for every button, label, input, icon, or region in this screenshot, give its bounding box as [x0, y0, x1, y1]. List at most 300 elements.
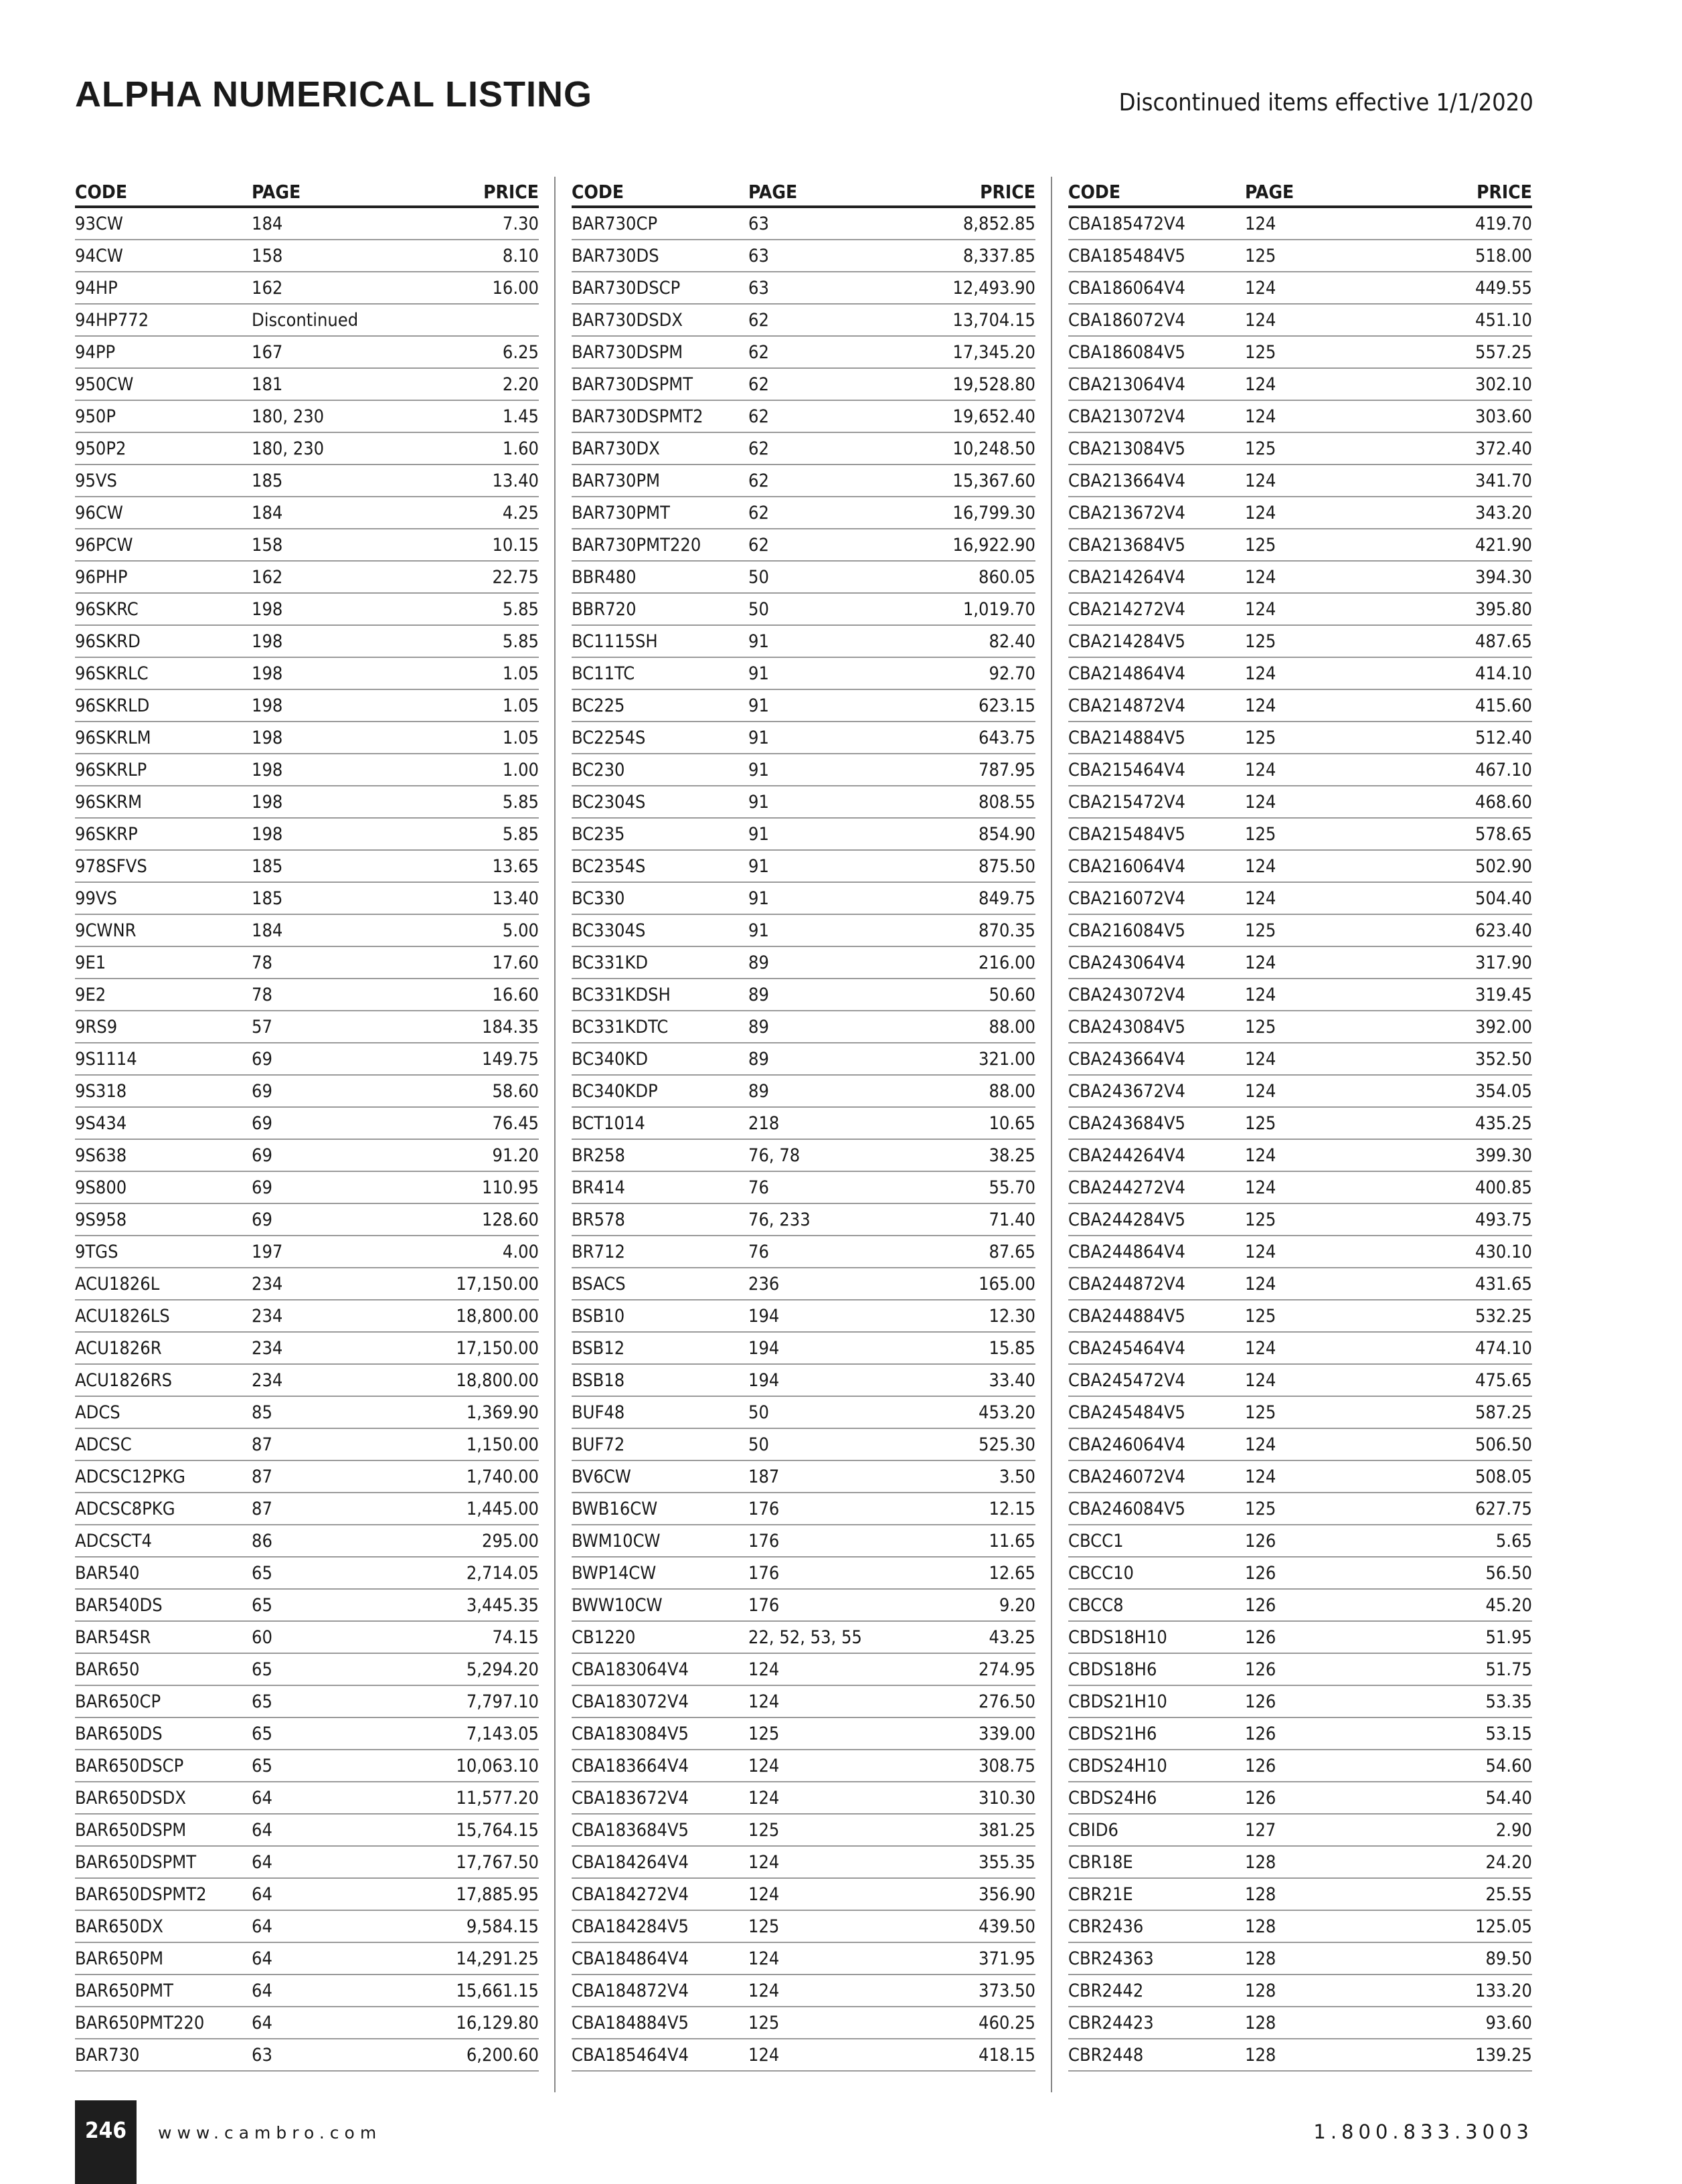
table-row — [572, 1461, 1035, 1493]
price: 82.40 — [989, 631, 1035, 652]
table-row — [75, 626, 539, 658]
table-row — [1068, 1879, 1532, 1911]
page-ref: 57 — [252, 1016, 272, 1037]
item-code: CBA183072V4 — [572, 1691, 689, 1712]
item-code: BAR730 — [75, 2044, 140, 2066]
page-ref: 125 — [1245, 438, 1276, 459]
price: 274.95 — [979, 1659, 1035, 1680]
price: 16,129.80 — [456, 2012, 539, 2033]
item-code: ADCSCT4 — [75, 1530, 152, 1551]
table-row — [75, 1365, 539, 1397]
item-code: CB1220 — [572, 1626, 636, 1648]
page-ref: 176 — [748, 1530, 780, 1551]
table-row — [75, 1043, 539, 1076]
table-row — [572, 337, 1035, 369]
item-code: CBA243064V4 — [1068, 952, 1186, 973]
price: 17.60 — [492, 952, 539, 973]
item-code: BCT1014 — [572, 1112, 645, 1134]
table-row — [572, 497, 1035, 529]
page-ref: 126 — [1245, 1691, 1276, 1712]
page-ref: 69 — [252, 1209, 272, 1230]
price: 5.65 — [1495, 1530, 1532, 1551]
table-row — [75, 1461, 539, 1493]
item-code: BAR730PM — [572, 470, 661, 491]
price: 354.05 — [1475, 1080, 1532, 1102]
price: 88.00 — [989, 1016, 1035, 1037]
page-ref: 65 — [252, 1659, 272, 1680]
price: 319.45 — [1475, 984, 1532, 1005]
price: 5.85 — [502, 791, 539, 813]
item-code: BC331KDTC — [572, 1016, 669, 1037]
table-row — [75, 465, 539, 497]
table-row — [75, 529, 539, 562]
page-ref: 64 — [252, 1980, 272, 2001]
price: 1.05 — [502, 727, 539, 748]
item-code: CBA185472V4 — [1068, 213, 1186, 234]
price: 15.85 — [989, 1337, 1035, 1359]
item-code: CBA213084V5 — [1068, 438, 1186, 459]
table-row — [572, 754, 1035, 786]
table-row — [572, 722, 1035, 754]
price: 17,345.20 — [952, 341, 1035, 363]
price: 91.20 — [492, 1145, 539, 1166]
page-ref: 124 — [748, 1659, 780, 1680]
item-code: CBID6 — [1068, 1819, 1118, 1841]
item-code: CBA214284V5 — [1068, 631, 1186, 652]
page-ref: 124 — [1245, 309, 1276, 331]
price: 439.50 — [979, 1916, 1035, 1937]
page-ref: 184 — [252, 920, 283, 941]
table-row — [75, 369, 539, 401]
price: 16,799.30 — [952, 502, 1035, 523]
price: 76.45 — [492, 1112, 539, 1134]
price: 18,800.00 — [456, 1305, 539, 1327]
price: 1,150.00 — [466, 1434, 539, 1455]
item-code: CBR2442 — [1068, 1980, 1144, 2001]
page-ref: 125 — [1245, 245, 1276, 266]
price: 15,367.60 — [952, 470, 1035, 491]
table-row — [75, 1493, 539, 1525]
item-code: BUF72 — [572, 1434, 625, 1455]
table-row — [1068, 658, 1532, 690]
price: 7,143.05 — [466, 1723, 539, 1744]
table-row — [75, 819, 539, 851]
price: 8.10 — [502, 245, 539, 266]
table-row — [572, 915, 1035, 947]
page-ref: 89 — [748, 1016, 769, 1037]
page-ref: 125 — [1245, 631, 1276, 652]
item-code: CBR2436 — [1068, 1916, 1144, 1937]
price: 2.90 — [1495, 1819, 1532, 1841]
price: 11.65 — [989, 1530, 1035, 1551]
table-row — [572, 1429, 1035, 1461]
table-row — [1068, 1750, 1532, 1782]
price: 16.60 — [492, 984, 539, 1005]
page-ref: 125 — [1245, 920, 1276, 941]
table-row — [1068, 529, 1532, 562]
table-row — [572, 1750, 1035, 1782]
price: 341.70 — [1475, 470, 1532, 491]
price: 860.05 — [979, 566, 1035, 588]
table-row — [1068, 1975, 1532, 2007]
page-ref: 60 — [252, 1626, 272, 1648]
item-code: CBA244872V4 — [1068, 1273, 1186, 1294]
header-code: CODE — [1068, 181, 1121, 203]
item-code: BC2304S — [572, 791, 646, 813]
item-code: 96CW — [75, 502, 123, 523]
item-code: CBCC1 — [1068, 1530, 1124, 1551]
item-code: BAR650DSPMT2 — [75, 1883, 207, 1905]
table-row — [572, 369, 1035, 401]
item-code: BWW10CW — [572, 1594, 663, 1616]
price: 1,369.90 — [466, 1402, 539, 1423]
item-code: BAR650 — [75, 1659, 140, 1680]
table-row — [572, 1236, 1035, 1268]
item-code: BAR650DSDX — [75, 1787, 186, 1809]
item-code: 978SFVS — [75, 855, 147, 877]
table-row — [1068, 594, 1532, 626]
page-ref: 234 — [252, 1273, 283, 1294]
page-ref: 125 — [1245, 341, 1276, 363]
item-code: BC11TC — [572, 663, 635, 684]
item-code: 96SKRP — [75, 823, 138, 845]
item-code: CBA244264V4 — [1068, 1145, 1186, 1166]
table-row — [572, 1943, 1035, 1975]
price: 2.20 — [502, 373, 539, 395]
item-code: BC340KDP — [572, 1080, 658, 1102]
item-code: BAR730DSDX — [572, 309, 683, 331]
page-ref: 62 — [748, 341, 769, 363]
item-code: BR578 — [572, 1209, 625, 1230]
item-code: BUF48 — [572, 1402, 625, 1423]
price: 400.85 — [1475, 1177, 1532, 1198]
price: 71.40 — [989, 1209, 1035, 1230]
page-ref: 64 — [252, 1948, 272, 1969]
item-code: BAR650DSPM — [75, 1819, 187, 1841]
header-price: PRICE — [1477, 181, 1532, 203]
page-ref: 184 — [252, 502, 283, 523]
page-ref: 91 — [748, 855, 769, 877]
price: 53.35 — [1485, 1691, 1532, 1712]
page-ref: 64 — [252, 1883, 272, 1905]
table-row — [75, 1750, 539, 1782]
item-code: CBA214272V4 — [1068, 598, 1186, 620]
table-row — [1068, 1943, 1532, 1975]
price: 17,885.95 — [456, 1883, 539, 1905]
item-code: BWM10CW — [572, 1530, 661, 1551]
table-row — [75, 1879, 539, 1911]
item-code: BAR730DX — [572, 438, 660, 459]
item-code: CBA243084V5 — [1068, 1016, 1186, 1037]
price: 93.60 — [1485, 2012, 1532, 2033]
item-code: 950P2 — [75, 438, 127, 459]
price: 502.90 — [1475, 855, 1532, 877]
price: 12.30 — [989, 1305, 1035, 1327]
page-ref: 62 — [748, 470, 769, 491]
table-row — [572, 1043, 1035, 1076]
item-code: 96PCW — [75, 534, 133, 556]
page-ref: 125 — [1245, 1305, 1276, 1327]
price: 13.40 — [492, 470, 539, 491]
table-row — [1068, 883, 1532, 915]
page-ref: 124 — [1245, 1369, 1276, 1391]
item-code: CBA214872V4 — [1068, 695, 1186, 716]
item-code: ACU1826R — [75, 1337, 162, 1359]
price: 4.25 — [502, 502, 539, 523]
item-code: BR414 — [572, 1177, 625, 1198]
table-row — [572, 1011, 1035, 1043]
item-code: 96SKRLM — [75, 727, 151, 748]
price: 512.40 — [1475, 727, 1532, 748]
table-row — [572, 1815, 1035, 1847]
table-row — [75, 883, 539, 915]
item-code: CBR2448 — [1068, 2044, 1144, 2066]
header-code: CODE — [75, 181, 128, 203]
item-code: BR258 — [572, 1145, 625, 1166]
table-row — [572, 433, 1035, 465]
price: 854.90 — [979, 823, 1035, 845]
item-code: CBA214864V4 — [1068, 663, 1186, 684]
page-ref: 162 — [252, 277, 283, 299]
item-code: 950P — [75, 406, 116, 427]
table-row — [572, 1108, 1035, 1140]
page-ref: 184 — [252, 213, 283, 234]
page-ref: 234 — [252, 1337, 283, 1359]
page-ref: 126 — [1245, 1530, 1276, 1551]
table-row — [75, 433, 539, 465]
item-code: 96SKRLC — [75, 663, 149, 684]
table-row — [75, 1815, 539, 1847]
page-ref: 50 — [748, 1402, 769, 1423]
price: 415.60 — [1475, 695, 1532, 716]
item-code: BAR540DS — [75, 1594, 163, 1616]
item-code: 94HP — [75, 277, 118, 299]
page-ref: 63 — [252, 2044, 272, 2066]
item-code: CBA183684V5 — [572, 1819, 689, 1841]
table-row — [1068, 1461, 1532, 1493]
page-ref: 91 — [748, 695, 769, 716]
listing-column-3 — [1068, 179, 1532, 2072]
page-ref: 124 — [1245, 759, 1276, 780]
page-ref: 180, 230 — [252, 438, 325, 459]
table-row — [1068, 1043, 1532, 1076]
item-code: CBA183664V4 — [572, 1755, 689, 1776]
table-row — [572, 562, 1035, 594]
page-ref: 124 — [1245, 855, 1276, 877]
table-row — [75, 1558, 539, 1590]
page-ref: 89 — [748, 1080, 769, 1102]
item-code: 94HP772 — [75, 309, 149, 331]
item-code: CBA245472V4 — [1068, 1369, 1186, 1391]
table-row — [75, 305, 539, 337]
page-ref: 126 — [1245, 1659, 1276, 1680]
table-row — [75, 562, 539, 594]
page-ref: 62 — [748, 309, 769, 331]
table-row — [572, 594, 1035, 626]
page-ref: 62 — [748, 534, 769, 556]
item-code: 9S958 — [75, 1209, 127, 1230]
item-code: BC225 — [572, 695, 625, 716]
table-row — [75, 658, 539, 690]
table-row — [75, 1397, 539, 1429]
table-row — [75, 1975, 539, 2007]
table-row — [1068, 433, 1532, 465]
item-code: 9S1114 — [75, 1048, 137, 1070]
page-ref: 91 — [748, 759, 769, 780]
item-code: CBDS18H10 — [1068, 1626, 1167, 1648]
item-code: CBA213664V4 — [1068, 470, 1186, 491]
item-code: CBA214884V5 — [1068, 727, 1186, 748]
table-row — [75, 979, 539, 1011]
price: 518.00 — [1475, 245, 1532, 266]
price: 139.25 — [1475, 2044, 1532, 2066]
price: 303.60 — [1475, 406, 1532, 427]
page-ref: 124 — [1245, 695, 1276, 716]
table-row — [572, 1172, 1035, 1204]
item-code: CBA243672V4 — [1068, 1080, 1186, 1102]
price: 13,704.15 — [952, 309, 1035, 331]
price: 19,652.40 — [952, 406, 1035, 427]
table-row — [75, 1011, 539, 1043]
item-code: 96SKRLP — [75, 759, 147, 780]
price: 373.50 — [979, 1980, 1035, 2001]
page-ref: 124 — [1245, 1080, 1276, 1102]
price: 51.95 — [1485, 1626, 1532, 1648]
page-ref: 69 — [252, 1048, 272, 1070]
page-ref: 198 — [252, 727, 283, 748]
page-ref: 124 — [1245, 663, 1276, 684]
item-code: CBA215472V4 — [1068, 791, 1186, 813]
item-code: CBA184872V4 — [572, 1980, 689, 2001]
item-code: 9S434 — [75, 1112, 127, 1134]
price: 17,150.00 — [456, 1337, 539, 1359]
table-row — [572, 1911, 1035, 1943]
page-ref: 78 — [252, 984, 272, 1005]
item-code: 9S638 — [75, 1145, 127, 1166]
table-header — [572, 179, 1035, 208]
item-code: BAR650DX — [75, 1916, 163, 1937]
page-ref: 124 — [748, 1851, 780, 1873]
page-ref: 64 — [252, 1851, 272, 1873]
item-code: BAR730DSCP — [572, 277, 681, 299]
item-code: CBA244864V4 — [1068, 1241, 1186, 1262]
price: 506.50 — [1475, 1434, 1532, 1455]
item-code: BAR650PM — [75, 1948, 164, 1969]
item-code: CBA246072V4 — [1068, 1466, 1186, 1487]
item-code: CBDS18H6 — [1068, 1659, 1157, 1680]
price: 1.00 — [502, 759, 539, 780]
page-ref: 64 — [252, 1916, 272, 1937]
item-code: BC3304S — [572, 920, 646, 941]
price: 74.15 — [492, 1626, 539, 1648]
item-code: ACU1826L — [75, 1273, 160, 1294]
table-row — [1068, 754, 1532, 786]
item-code: BSB10 — [572, 1305, 625, 1327]
item-code: BWB16CW — [572, 1498, 658, 1519]
table-row — [75, 1525, 539, 1558]
table-row — [1068, 1525, 1532, 1558]
item-code: BAR730PMT — [572, 502, 670, 523]
item-code: 96SKRLD — [75, 695, 150, 716]
table-row — [75, 754, 539, 786]
price: 87.65 — [989, 1241, 1035, 1262]
table-row — [75, 947, 539, 979]
table-row — [75, 1911, 539, 1943]
page-ref: 162 — [252, 566, 283, 588]
table-row — [572, 979, 1035, 1011]
price: 125.05 — [1475, 1916, 1532, 1937]
price: 578.65 — [1475, 823, 1532, 845]
page-ref: 126 — [1245, 1626, 1276, 1648]
item-code: CBR24363 — [1068, 1948, 1154, 1969]
item-code: CBA184264V4 — [572, 1851, 689, 1873]
table-row — [1068, 1204, 1532, 1236]
price: 38.25 — [989, 1145, 1035, 1166]
price: 1.05 — [502, 663, 539, 684]
page-ref: 185 — [252, 855, 283, 877]
page-ref: 124 — [1245, 213, 1276, 234]
table-row — [572, 1622, 1035, 1654]
page-ref: 126 — [1245, 1723, 1276, 1744]
table-row — [1068, 626, 1532, 658]
page-ref: 124 — [748, 1883, 780, 1905]
website-url: www.cambro.com — [158, 2123, 382, 2143]
table-row — [75, 1686, 539, 1718]
table-row — [75, 1590, 539, 1622]
table-row — [572, 819, 1035, 851]
page-ref: 125 — [1245, 534, 1276, 556]
item-code: BR712 — [572, 1241, 625, 1262]
price: 371.95 — [979, 1948, 1035, 1969]
price: 12.65 — [989, 1562, 1035, 1584]
price: 14,291.25 — [456, 1948, 539, 1969]
table-header — [1068, 179, 1532, 208]
price: 557.25 — [1475, 341, 1532, 363]
page-ref: 125 — [1245, 1209, 1276, 1230]
page-ref: 62 — [748, 438, 769, 459]
page-ref: 124 — [748, 1948, 780, 1969]
price: 56.50 — [1485, 1562, 1532, 1584]
table-row — [572, 2007, 1035, 2039]
price: 317.90 — [1475, 952, 1532, 973]
page-ref: 124 — [1245, 1434, 1276, 1455]
table-row — [75, 1108, 539, 1140]
price: 475.65 — [1475, 1369, 1532, 1391]
page-ref: 76 — [748, 1241, 769, 1262]
table-row — [75, 722, 539, 754]
price: 128.60 — [482, 1209, 539, 1230]
price: 8,337.85 — [962, 245, 1035, 266]
price: 88.00 — [989, 1080, 1035, 1102]
price: 849.75 — [979, 888, 1035, 909]
item-code: CBA213064V4 — [1068, 373, 1186, 395]
table-row — [572, 1333, 1035, 1365]
item-code: CBA244284V5 — [1068, 1209, 1186, 1230]
item-code: CBA186072V4 — [1068, 309, 1186, 331]
page-ref: 176 — [748, 1562, 780, 1584]
page-ref: 198 — [252, 631, 283, 652]
item-code: CBA214264V4 — [1068, 566, 1186, 588]
price: 16,922.90 — [952, 534, 1035, 556]
item-code: BSB12 — [572, 1337, 625, 1359]
page-ref: 125 — [748, 1916, 780, 1937]
table-row — [1068, 690, 1532, 722]
item-code: 9RS9 — [75, 1016, 118, 1037]
page-ref: 185 — [252, 888, 283, 909]
page-ref: 194 — [748, 1337, 780, 1359]
price: 17,767.50 — [456, 1851, 539, 1873]
table-row — [1068, 2039, 1532, 2072]
